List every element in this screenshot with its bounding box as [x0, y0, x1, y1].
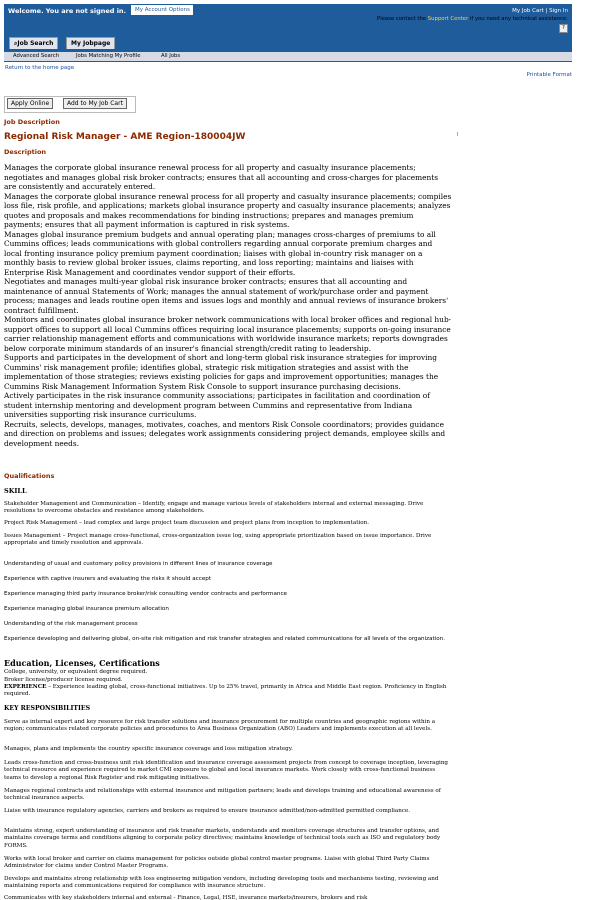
my-job-cart-link[interactable]: My Job Cart	[512, 8, 544, 14]
skill-heading: SKILL	[4, 487, 27, 495]
responsibility-item: Develops and maintains strong relationship with loss engineering mitigation vendors, including developing tools and mechanisms testing, reviewing and maintaining reports and communications required for compliance with insurance structure.	[4, 876, 439, 890]
skill-item: Understanding of usual and customary policy provisions in different lines of insurance coverage	[4, 561, 273, 567]
job-description-heading: Job Description	[4, 118, 60, 126]
responsibility-item: Communicates with key stakeholders internal and external - Finance, Legal, HSE, insurance markets/insurers, brokers and risk	[4, 895, 368, 900]
skill-item: Understanding of the risk management process	[4, 621, 138, 627]
responsibility-item: Serve as internal expert and key resource for risk transfer solutions and insurance procurement for multiple countries and geographic regions within a region; communicates related corporate policies and procedures to Area Business Organization (ABO) Leaders and implements execution at all levels.	[4, 719, 436, 733]
skill-item: Experience with captive insurers and evaluating the risks it should accept	[4, 576, 212, 582]
education-item: College, university, or equivalent degree required.	[4, 669, 148, 675]
sign-in-link[interactable]: Sign In	[549, 8, 568, 14]
responsibility-item: Manages, plans and implements the country specific insurance coverage and loss mitigation strategy.	[4, 746, 293, 752]
qualifications-heading: Qualifications	[4, 472, 55, 480]
experience-text: EXPERIENCE – Experience leading global, cross-functional initiatives. Up to 25% travel, primarily in Africa and Middle East region. Proficiency in English required.	[4, 684, 447, 698]
contact-text: Please contact the Support Center if you need any technical assistance.	[377, 16, 568, 22]
education-item: Broker license/producer license required.	[4, 677, 123, 683]
add-to-job-cart-button[interactable]: Add to My Job Cart	[63, 98, 127, 109]
skill-item: Project Risk Management – lead complex and large project team discussion and project plans from inception to implementation.	[4, 520, 370, 526]
help-icon[interactable]: ?	[559, 24, 568, 33]
responsibility-item: Leads cross-function and cross-business unit risk identification and insurance coverage assessment projects from concept to coverage inception, leveraging technical resource and experience required to market CMI exposure to global and local insurance markets. Work closely with cross-functional business teams to develop a regional Risk Register and risk mitigating initiatives.	[4, 760, 449, 781]
home-link[interactable]: Return to the home page	[5, 65, 75, 71]
tab-job-search[interactable]: ⌕Job Search	[9, 37, 58, 49]
tab-my-jobpage[interactable]: My Jobpage	[66, 37, 115, 49]
description-paragraph: Manages global insurance premium budgets and annual operating plan; manages cross-charges of premiums to all Cummins offices; leads communications with global controllers regarding annual corporate premium charges and local fronting insurance policy premium payment coordination; liaises with global in-country risk manager on a monthly basis to review global broker issues, claims reporting, and loss reporting; maintains and liaises with Enterprise Risk Management and coordinates vendor support of their efforts.	[4, 229, 436, 277]
skill-item: Experience managing global insurance premium allocation	[4, 606, 169, 612]
printable-format-link[interactable]: Printable Format	[526, 72, 572, 78]
description-paragraph: Supports and participates in the development of short and long-term global risk insurance strategies for improving Cummins' risk management profile; identifies global, strategic risk mitigation strategies and assist with the implementation of those strategies; reviews existing policies for gaps and improvement opportunities; manages the Cummins Risk Management Information System Risk Console to support insurance purchasing decisions.	[4, 353, 439, 391]
responsibility-item: Works with local broker and carrier on claims management for policies outside global control master programs. Liaise with global Third Party Claims Administrator for claims under Control Master Programs.	[4, 856, 430, 870]
sub-navigation	[4, 52, 572, 61]
job-title: Regional Risk Manager - AME Region-180004JW	[4, 132, 246, 142]
responsibility-item: Maintains strong, expert understanding of insurance and risk transfer markets, understands and monitors coverage structures and transfer options, and maintains coverage terms and conditions aligning to corporate policy directives; maintains knowledge of technical tools such as ISO and regulatory body FORMS.	[4, 828, 441, 849]
skill-item: Stakeholder Management and Communication – Identify, engage and manage various levels of stakeholders internal and external messaging. Drive resolutions to overcome obstacles and resistance among stakeholders.	[4, 501, 424, 515]
skill-item: Experience developing and delivering global, on-site risk mitigation and risk transfer strategies and related communications for all levels of the organization.	[4, 636, 445, 642]
support-center-link[interactable]: Support Center	[427, 16, 469, 22]
key-responsibilities-heading: KEY RESPONSIBILITIES	[4, 705, 91, 712]
search-icon: ⌕	[14, 40, 18, 47]
top-links: My Job Cart | Sign In	[512, 8, 568, 14]
skill-item: Experience managing third party insurance broker/risk consulting vendor contracts and performance	[4, 591, 287, 597]
apply-online-button[interactable]: Apply Online	[7, 98, 53, 109]
all-jobs-link[interactable]: All Jobs	[161, 53, 181, 59]
description-paragraph: Actively participates in the risk insurance community associations; participates in facilitation and coordination of student internship mentoring and development program between Cummins and representative from Indiana universities supporting risk insurance curriculums.	[4, 391, 430, 419]
experience-label: EXPERIENCE	[4, 684, 47, 690]
description-paragraph: Recruits, selects, develops, manages, motivates, coaches, and mentors Risk Console coordinators; provides guidance and direction on problems and issues; delegates work assignments considering project demands, employee skills and development needs.	[4, 419, 446, 448]
description-paragraph: Monitors and coordinates global insurance broker network communications with local broker offices and regional hub-support offices to support all local Cummins offices requiring local insurance placements; supports on-going insurance carrier relationship management efforts and communications with worldwide insurance markets; reports downgrades below corporate minimum standards of an insurer's financial strength/credit rating to leadership.	[4, 315, 452, 353]
description-paragraph: Negotiates and manages multi-year global risk insurance broker contracts; ensures that all accounting and maintenance of annual Statements of Work; manages the annual statement of work/purchase order and payment process; manages and leads routine open items and issues logs and monthly and annual reviews of insurance brokers' contract fulfillment.	[4, 277, 449, 315]
jobs-matching-profile-link[interactable]: Jobs Matching My Profile	[76, 53, 141, 59]
account-options-link[interactable]: My Account Options	[131, 5, 193, 15]
description-body	[4, 163, 452, 448]
description-paragraph: Manages the corporate global insurance renewal process for all property and casualty insurance placements; compiles loss file, risk profile, and applications; markets global insurance property and casualty insurance placements; analyzes quotes and proposals and makes recommendations for binding instructions; prepares and manages premium payments; ensures that all payment information is captured in risk systems.	[4, 191, 452, 229]
responsibility-item: Manages regional contracts and relationships with external insurance and mitigation partners; leads and develops training and educational awareness of technical insurance aspects.	[4, 788, 441, 802]
welcome-text: Welcome. You are not signed in.	[8, 7, 127, 15]
description-heading: Description	[4, 148, 47, 156]
skill-item: Issues Management – Project manage cross-functional, cross-organization issue log, using appropriate prioritization based on issue importance. Drive appropriate and timely resolution and approvals.	[4, 533, 432, 547]
divider	[457, 132, 458, 136]
education-heading: Education, Licenses, Certifications	[4, 658, 160, 668]
description-paragraph: Manages the corporate global insurance renewal process for all property and casualty insurance placements; negotiates and manages global risk broker contracts; ensures that all accounting and cross-charges for placements are consistently and accurately entered.	[4, 163, 438, 191]
responsibility-item: Liaise with insurance regulatory agencies, carriers and brokers as required to ensure insurance admitted/non-admitted permitted compliance.	[4, 808, 411, 814]
advanced-search-link[interactable]: Advanced Search	[13, 53, 60, 59]
